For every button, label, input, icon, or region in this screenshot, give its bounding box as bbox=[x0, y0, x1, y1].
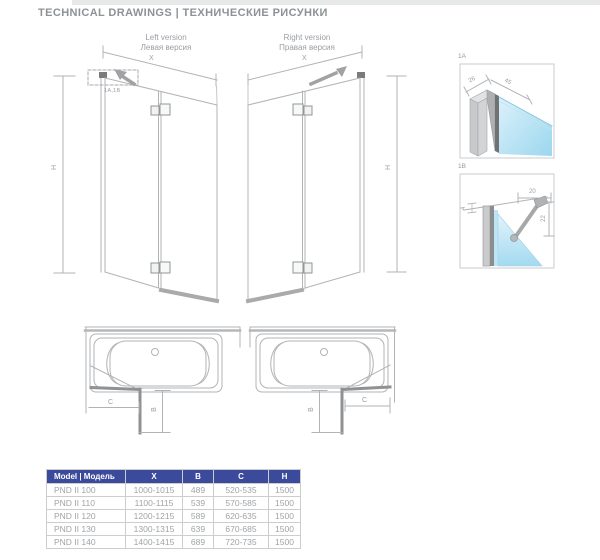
cell-x: 1100-1115 bbox=[126, 497, 183, 510]
detail-1a-dim-45: 45 bbox=[503, 77, 512, 87]
col-header-h: H bbox=[269, 470, 301, 484]
cell-c: 570-585 bbox=[214, 497, 269, 510]
cell-model: PND II 120 bbox=[47, 510, 126, 523]
cell-c: 620-635 bbox=[214, 510, 269, 523]
detail-1b-title: 1B bbox=[458, 163, 466, 170]
detail-1b-dim-4: 4 bbox=[461, 206, 468, 211]
cell-h: 1500 bbox=[269, 497, 301, 510]
dim-label-c-left-bath: C bbox=[108, 399, 114, 406]
dim-label-h-right: H bbox=[385, 164, 393, 171]
cell-h: 1500 bbox=[269, 484, 301, 497]
dim-label-c-right-bath: C bbox=[362, 397, 368, 404]
cell-model: PND II 110 bbox=[47, 497, 126, 510]
table-row bbox=[47, 484, 301, 497]
spec-table-header-row bbox=[47, 470, 301, 484]
table-row bbox=[47, 523, 301, 536]
cell-x: 1400-1415 bbox=[126, 536, 183, 549]
page-title: TECHNICAL DRAWINGS | ТЕХНИЧЕСКИЕ РИСУНКИ bbox=[38, 7, 328, 19]
cell-x: 1300-1315 bbox=[126, 523, 183, 536]
dim-label-x-left: X bbox=[149, 55, 154, 62]
dim-label-b-left-bath: B bbox=[150, 407, 158, 412]
cell-model: PND II 140 bbox=[47, 536, 126, 549]
detail-1a-title: 1A bbox=[458, 53, 466, 60]
right-version-ru: Правая версия bbox=[279, 43, 335, 52]
left-version-drawing bbox=[54, 46, 217, 301]
cell-model: PND II 100 bbox=[47, 484, 126, 497]
dim-label-x-right: X bbox=[302, 55, 307, 62]
detail-1a-dim-26: 26 bbox=[467, 75, 477, 85]
cell-h: 1500 bbox=[269, 510, 301, 523]
table-row bbox=[47, 536, 301, 549]
table-row bbox=[47, 497, 301, 510]
cell-h: 1500 bbox=[269, 523, 301, 536]
cell-b: 639 bbox=[183, 523, 214, 536]
cell-c: 520-535 bbox=[214, 484, 269, 497]
cell-c: 720-735 bbox=[214, 536, 269, 549]
left-bath-plan bbox=[85, 327, 240, 433]
detail-callout-label: 1A,1B bbox=[104, 88, 121, 94]
cell-b: 589 bbox=[183, 510, 214, 523]
cell-b: 489 bbox=[183, 484, 214, 497]
col-header-model: Model | Модель bbox=[47, 470, 126, 484]
col-header-c: C bbox=[214, 470, 269, 484]
right-bath-plan bbox=[250, 327, 395, 433]
detail-1b-dim-20: 20 bbox=[529, 189, 536, 195]
right-version-drawing bbox=[248, 46, 406, 301]
col-header-b: B bbox=[183, 470, 214, 484]
col-header-x: X bbox=[126, 470, 183, 484]
spec-table bbox=[46, 469, 301, 549]
cell-x: 1200-1215 bbox=[126, 510, 183, 523]
cell-b: 689 bbox=[183, 536, 214, 549]
cell-x: 1000-1015 bbox=[126, 484, 183, 497]
dim-label-b-right-bath: B bbox=[307, 407, 315, 412]
left-version-en: Left version bbox=[145, 33, 187, 42]
table-row bbox=[47, 510, 301, 523]
cell-c: 670-685 bbox=[214, 523, 269, 536]
cell-model: PND II 130 bbox=[47, 523, 126, 536]
cell-h: 1500 bbox=[269, 536, 301, 549]
right-version-en: Right version bbox=[283, 33, 331, 42]
left-version-ru: Левая версия bbox=[140, 43, 192, 52]
cell-b: 539 bbox=[183, 497, 214, 510]
detail-1b-dim-22: 22 bbox=[540, 215, 547, 222]
dim-label-h-left: H bbox=[51, 164, 59, 171]
